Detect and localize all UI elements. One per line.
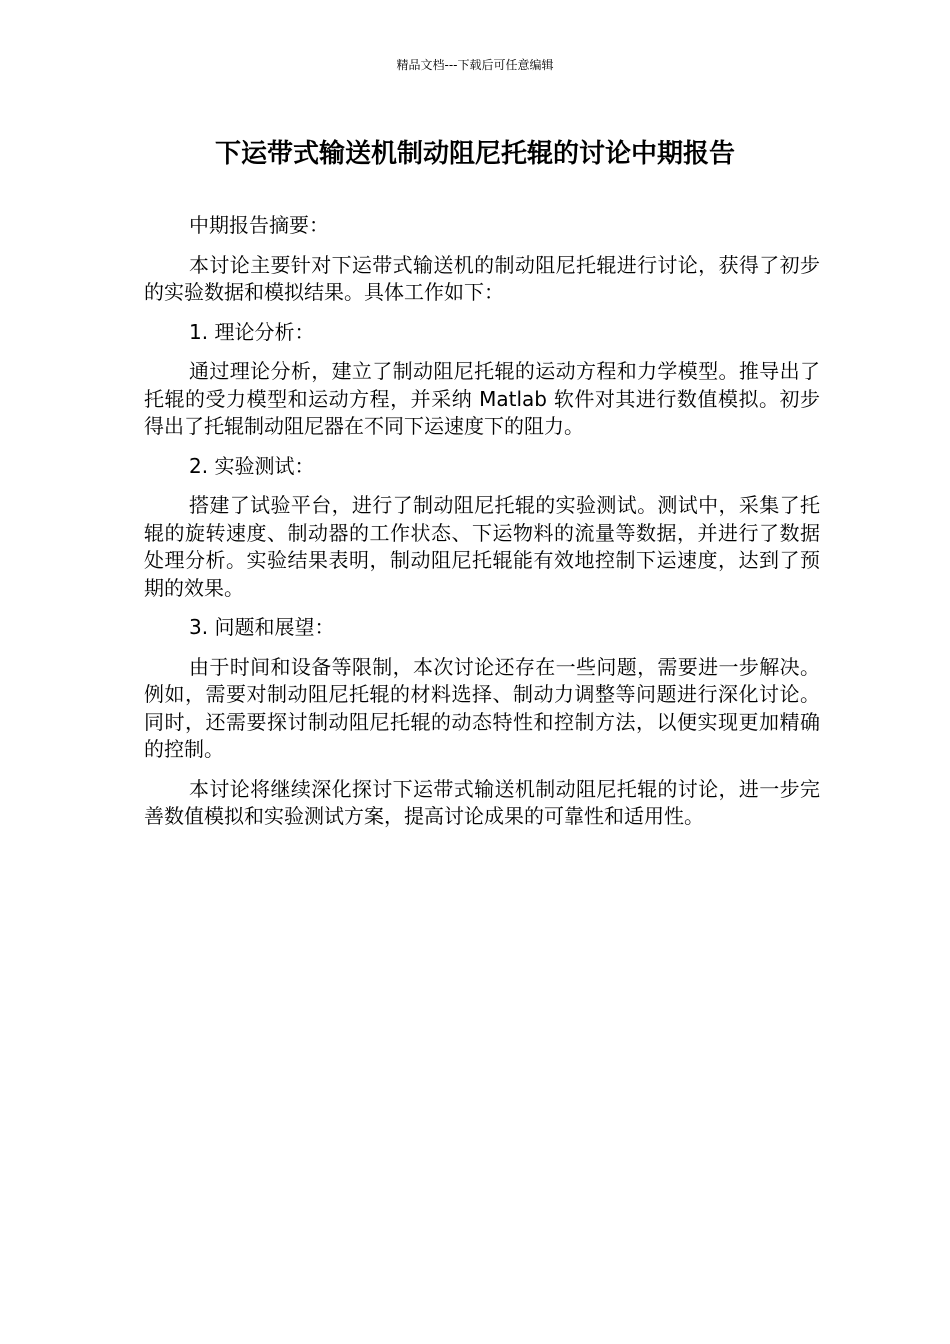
experiment-paragraph: 搭建了试验平台，进行了制动阻尼托辊的实验测试。测试中，采集了托辊的旋转速度、制动器的工作状态、下运物料的流量等数据，并进行了数据处理分析。实验结果表明，制动阻尼托辊能有效地控制下运速度，达到了预期的效果。 (144, 493, 820, 600)
section-heading-theory: 1. 理论分析： (189, 319, 315, 344)
theory-paragraph: 通过理论分析，建立了制动阻尼托辊的运动方程和力学模型。推导出了托辊的受力模型和运动方程，并采纳 Matlab 软件对其进行数值模拟。初步得出了托辊制动阻尼器在不同下运速度下的阻力。 (144, 359, 820, 438)
document-body (144, 212, 820, 843)
section-heading-experiment: 2. 实验测试： (189, 453, 315, 478)
outlook-paragraph: 由于时间和设备等限制，本次讨论还存在一些问题，需要进一步解决。例如，需要对制动阻尼托辊的材料选择、制动力调整等问题进行深化讨论。同时，还需要探讨制动阻尼托辊的动态特性和控制方法，以便实现更加精确的控制。 (144, 654, 820, 761)
section-heading-outlook: 3. 问题和展望： (189, 615, 335, 639)
closing-paragraph: 本讨论将继续深化探讨下运带式输送机制动阻尼托辊的讨论，进一步完善数值模拟和实验测试方案，提高讨论成果的可靠性和适用性。 (144, 776, 820, 828)
intro-paragraph: 本讨论主要针对下运带式输送机的制动阻尼托辊进行讨论，获得了初步的实验数据和模拟结果。具体工作如下： (144, 252, 820, 304)
document-title: 下运带式输送机制动阻尼托辊的讨论中期报告 (214, 139, 735, 169)
header-note: 精品文档---下载后可任意编辑 (396, 58, 554, 72)
summary-heading: 中期报告摘要： (189, 213, 329, 237)
